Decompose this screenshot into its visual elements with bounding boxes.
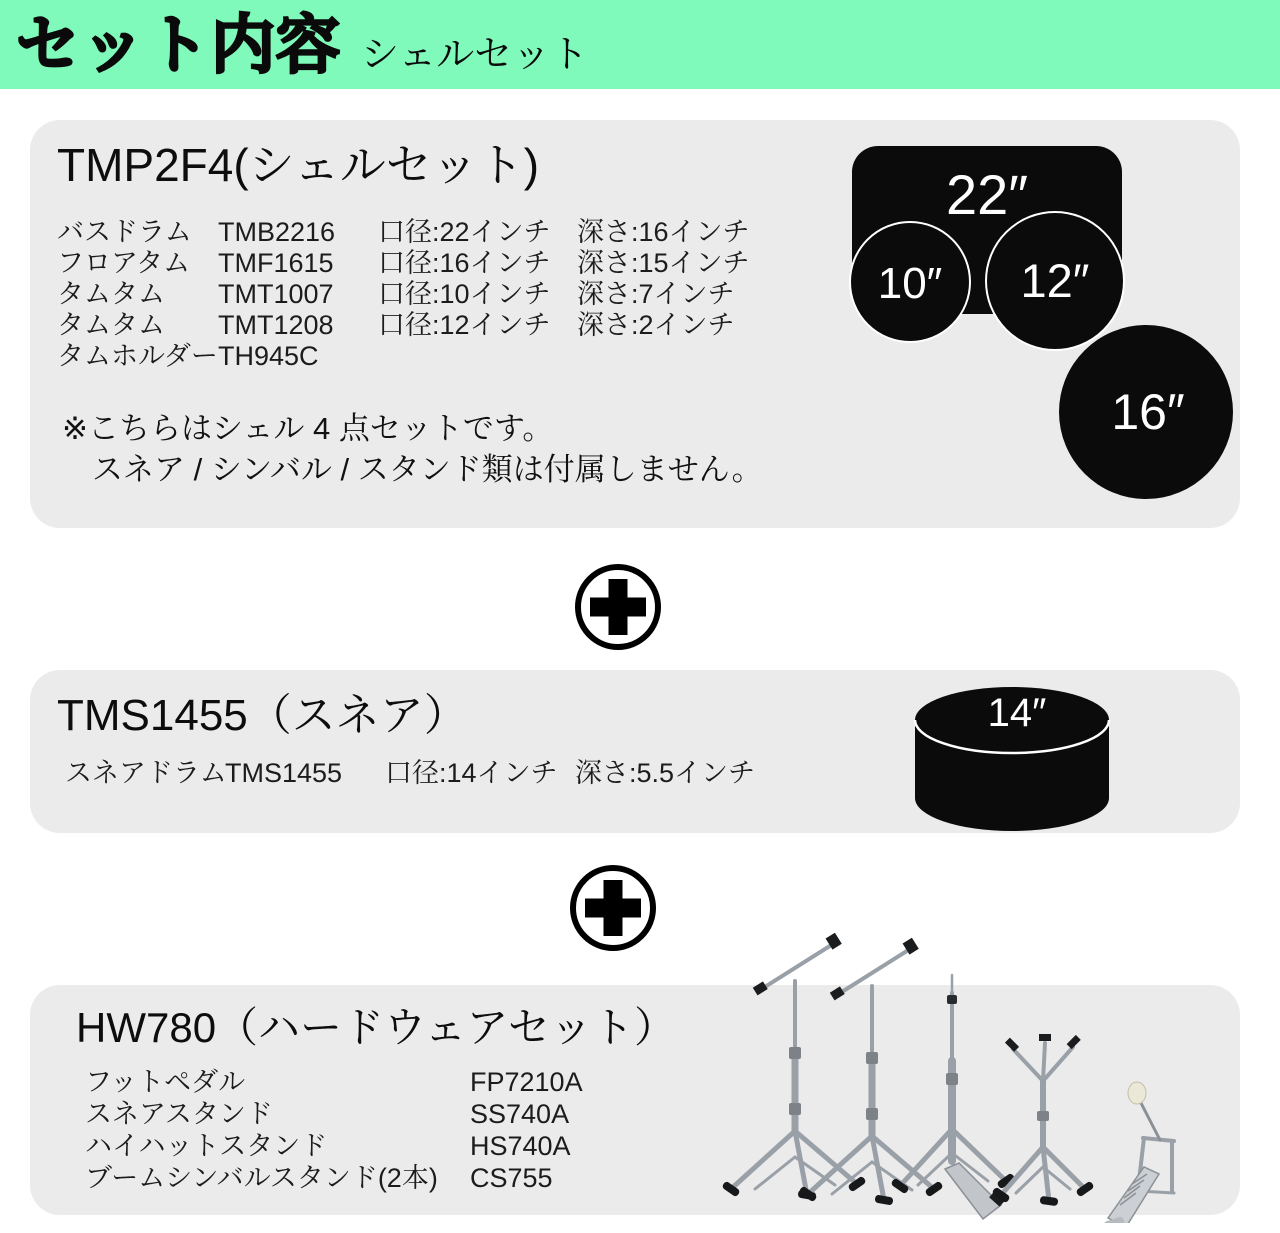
hardware-table bbox=[85, 1066, 583, 1194]
kick-pedal bbox=[1103, 1082, 1174, 1223]
table-row bbox=[65, 758, 755, 789]
bass-drum-size-label: 22″ bbox=[945, 163, 1029, 226]
item-name: ハイハットスタンド bbox=[85, 1131, 328, 1161]
table-row bbox=[57, 279, 750, 310]
item-model: TH945C bbox=[218, 341, 319, 371]
snare-drum-shape bbox=[915, 687, 1109, 831]
item-model: TMT1208 bbox=[218, 310, 334, 340]
table-row bbox=[85, 1130, 583, 1162]
page-subtitle: シェルセット bbox=[361, 33, 589, 76]
item-model: HS740A bbox=[470, 1131, 571, 1161]
table-row bbox=[85, 1066, 583, 1098]
item-model: TMS1455 bbox=[225, 758, 343, 788]
item-depth bbox=[577, 341, 750, 372]
tom-small-size-label: 10″ bbox=[877, 259, 943, 308]
item-depth: 深さ:5.5インチ bbox=[575, 758, 756, 788]
floor-tom-size-label: 16″ bbox=[1111, 384, 1185, 440]
item-diameter: 口径:16インチ bbox=[378, 248, 551, 278]
item-name: タムタム bbox=[57, 310, 165, 340]
table-row bbox=[57, 310, 750, 341]
item-name: フットペダル bbox=[85, 1067, 246, 1097]
item-diameter: 口径:22インチ bbox=[378, 217, 551, 247]
item-depth: 深さ:2インチ bbox=[577, 310, 735, 340]
shell-set-card bbox=[30, 120, 1240, 528]
item-model: CS755 bbox=[470, 1163, 553, 1193]
hihat-stand bbox=[890, 975, 1015, 1219]
item-name: バスドラム bbox=[57, 217, 192, 247]
table-row bbox=[57, 217, 750, 248]
item-depth: 深さ:16インチ bbox=[577, 217, 750, 247]
item-name: タムタム bbox=[57, 279, 165, 309]
header-band bbox=[0, 0, 1280, 89]
item-name: ブームシンバルスタンド(2本) bbox=[85, 1163, 438, 1193]
snare-table bbox=[65, 758, 755, 789]
item-name: フロアタム bbox=[57, 248, 191, 278]
item-name: スネアドラム bbox=[65, 758, 227, 788]
plus-icon bbox=[570, 865, 656, 951]
page-title: セット内容 bbox=[16, 8, 341, 81]
snare-size-label: 14″ bbox=[987, 691, 1047, 735]
snare-size-diagram bbox=[905, 678, 1125, 838]
item-diameter: 口径:12インチ bbox=[378, 310, 551, 340]
item-depth: 深さ:7インチ bbox=[577, 279, 735, 309]
table-row bbox=[85, 1098, 583, 1130]
table-row bbox=[57, 248, 750, 279]
note-line: スネア / シンバル / スタンド類は付属しません。 bbox=[92, 452, 763, 487]
hardware-title: HW780（ハードウェアセット） bbox=[76, 1004, 676, 1051]
shell-size-diagram bbox=[820, 130, 1240, 510]
item-diameter: 口径:10インチ bbox=[378, 279, 551, 309]
table-row bbox=[57, 341, 750, 372]
header-inner bbox=[0, 8, 589, 81]
item-diameter bbox=[378, 341, 577, 372]
item-model: TMT1007 bbox=[218, 279, 334, 309]
tom-large-shape bbox=[986, 212, 1124, 350]
item-model: SS740A bbox=[470, 1099, 570, 1129]
note-line: ※こちらはシェル 4 点セットです。 bbox=[62, 411, 554, 446]
tom-large-size-label: 12″ bbox=[1020, 254, 1090, 307]
snare-title: TMS1455（スネア） bbox=[57, 691, 468, 740]
item-model: TMF1615 bbox=[218, 248, 334, 278]
plus-icon bbox=[575, 564, 661, 650]
tom-small-shape bbox=[850, 222, 970, 342]
item-name: タムホルダー bbox=[57, 341, 218, 371]
item-depth: 深さ:15インチ bbox=[577, 248, 750, 278]
shell-set-note bbox=[62, 408, 763, 490]
item-model: FP7210A bbox=[470, 1067, 583, 1097]
hardware-illustration bbox=[700, 933, 1240, 1223]
shell-set-title: TMP2F4(シェルセット) bbox=[57, 139, 540, 191]
item-name: スネアスタンド bbox=[85, 1099, 273, 1129]
item-model: TMB2216 bbox=[218, 217, 336, 247]
shell-set-table bbox=[57, 217, 750, 372]
table-row bbox=[85, 1162, 583, 1194]
floor-tom-shape bbox=[1059, 325, 1233, 499]
item-diameter: 口径:14インチ bbox=[385, 758, 558, 788]
snare-card bbox=[30, 670, 1240, 833]
